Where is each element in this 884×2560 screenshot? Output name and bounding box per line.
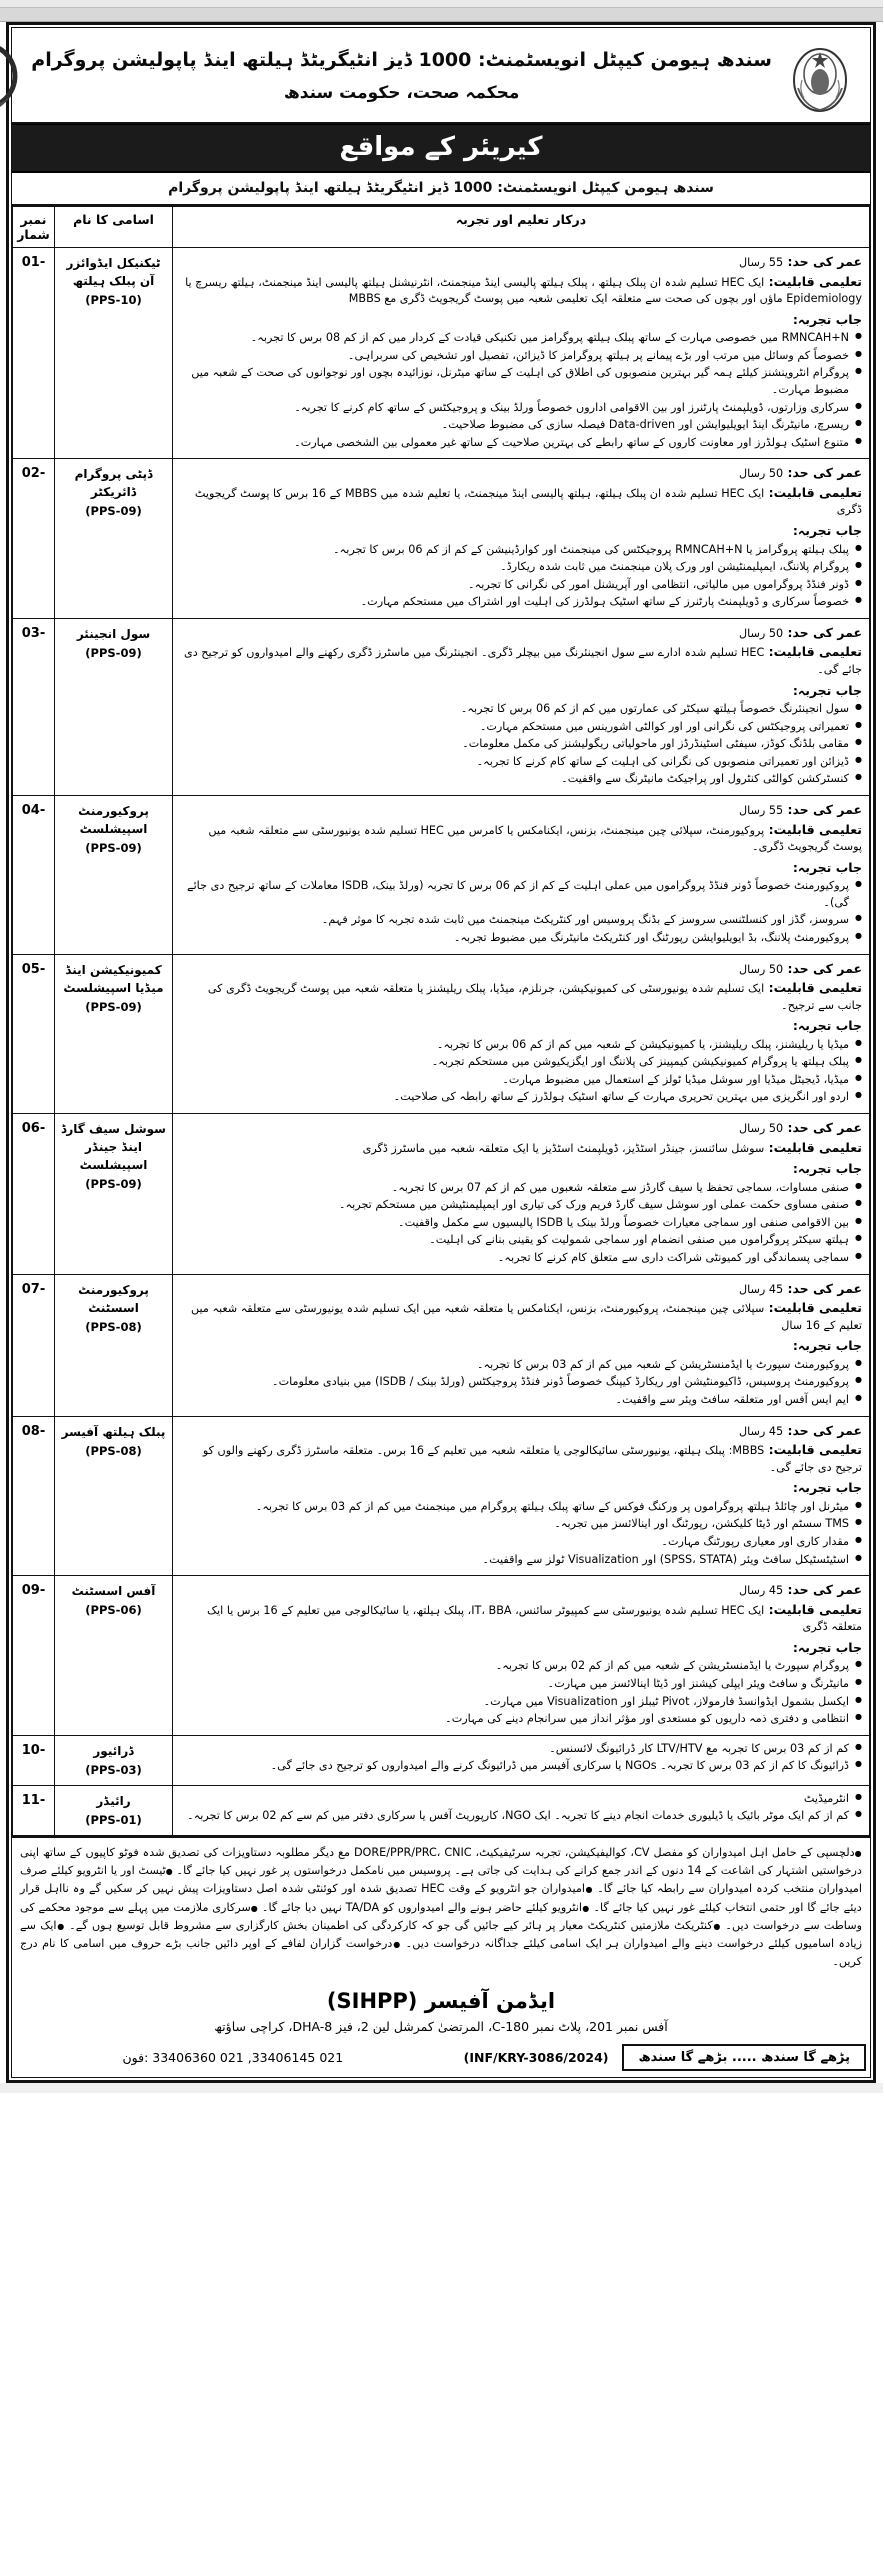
qualification: تعلیمی قابلیت: MBBS: پبلک ہیلتھ، یونیورسٹی سائیکالوجی یا متعلقہ شعبہ میں تعلیم کے 16 برس۔ متعلقہ ماسٹرز ڈگری رکھنے والوں کو ترجیح دی جائے گی۔ (203, 1442, 863, 1474)
post-title: سول انجینئر (77, 626, 152, 641)
experience-item: ● مقامی بلڈنگ کوڈز، سیفٹی اسٹینڈرڈز اور ماحولیاتی ریگولیشنز کی مکمل معلومات۔ (181, 736, 863, 753)
experience-item: ● میڈیا یا ریلیشنز، پبلک ریلیشنز، یا کمیونیکیشن کے شعبہ میں کم از کم 06 برس کا تجربہ۔ (181, 1037, 863, 1054)
general-instruction-item: ● انٹرویو کیلئے حاضر ہونے والے امیدواروں کو TA/DA نہیں دیا جائے گا۔ (259, 1901, 591, 1914)
sindh-education-tagline: پڑھے گا سندھ ..... بڑھے گا سندھ (623, 2044, 867, 2071)
experience-item: ● پبلک ہیلتھ یا پروگرام کمیونیکیشن کیمپینز کی پلاننگ اور ایگزیکیوشن میں مستحکم تجربہ۔ (181, 1054, 863, 1071)
experience-item: ● میڈیا، ڈیجیٹل میڈیا اور سوشل میڈیا ٹولز کے استعمال میں مضبوط مہارت۔ (181, 1072, 863, 1089)
pay-scale: (PPS-08) (86, 1319, 143, 1334)
row-serial-number: 07- (14, 1274, 56, 1416)
experience-label: جاب تجربہ: (793, 682, 863, 698)
row-requirements-cell (174, 248, 871, 459)
experience-item: ● ریسرچ، مانیٹرنگ اینڈ ایویلیوایشن اور Data-driven فیصلہ سازی کی مضبوط صلاحیت۔ (181, 417, 863, 434)
row-serial-number: 10- (14, 1735, 56, 1785)
pay-scale: (PPS-09) (86, 999, 143, 1014)
post-title: سوشل سیف گارڈ اینڈ جینڈر اسپیشلسٹ (62, 1122, 167, 1173)
row-requirements-cell (174, 1274, 871, 1416)
scan-artifact-grey-bar (0, 8, 884, 22)
row-serial-number: 03- (14, 618, 56, 795)
scan-artifact-bottom (0, 2083, 884, 2093)
post-title: رائیڈر (97, 1793, 132, 1808)
experience-label: جاب تجربہ: (793, 859, 863, 875)
experience-list (181, 1357, 863, 1409)
experience-item: ● سرکاری وزارتوں، ڈویلپمنٹ پارٹنرز اور بین الاقوامی اداروں خصوصاً ورلڈ بینک و پروجیکٹس کے ساتھ کام کرنے کا تجربہ۔ (181, 400, 863, 417)
experience-item: ● ایکسل بشمول ایڈوانسڈ فارمولاز، Pivot ٹیبلز اور Visualization میں مہارت۔ (181, 1694, 863, 1711)
experience-item: ● ہیلتھ سیکٹر پروگراموں میں صنفی انضمام اور سماجی شمولیت کو یقینی بنانے کی اہلیت۔ (181, 1232, 863, 1249)
row-post-name-cell (56, 795, 174, 954)
experience-list (181, 1791, 863, 1825)
age-limit: عمر کی حد: 50 رسال (739, 960, 863, 976)
experience-item: ● خصوصاً سرکاری و ڈویلپمنٹ پارٹنرز کے ساتھ اسٹیک ہولڈرز کی اہلیت اور اشتراک میں مستحکم مہارت۔ (181, 594, 863, 611)
age-limit: عمر کی حد: 50 رسال (739, 1120, 863, 1136)
row-requirements-cell (174, 459, 871, 619)
row-requirements-cell (174, 795, 871, 954)
row-serial-number: 04- (14, 795, 56, 954)
qualification: تعلیمی قابلیت: سوشل سائنسز، جینڈر اسٹڈیز، ڈویلپمنٹ اسٹڈیز یا ایک متعلقہ شعبہ میں ماسٹرز ڈگری (363, 1139, 863, 1155)
table-row (14, 248, 871, 459)
table-row (14, 1416, 871, 1576)
experience-item: ● مقدار کاری اور معیاری رپورٹنگ مہارت۔ (181, 1534, 863, 1551)
pay-scale: (PPS-08) (86, 1443, 143, 1458)
table-row (14, 1114, 871, 1275)
table-head (14, 207, 871, 248)
qualification-label: تعلیمی قابلیت: (765, 821, 863, 837)
experience-item: ● مانیٹرنگ و سافٹ ویئر ایپلی کیشنز اور ڈیٹا اینالائسز میں مہارت۔ (181, 1676, 863, 1693)
experience-item: ● کم از کم ایک موٹر بائیک یا ڈیلیوری خدمات انجام دینے کا تجربہ۔ ایک NGO، کارپوریٹ آفس یا سرکاری دفتر میں کم سے کم 02 برس کا تجربہ۔ (181, 1808, 863, 1825)
post-title: آفس اسسٹنٹ (72, 1584, 157, 1599)
experience-item: ● پروکیورمنٹ پروسیس، ڈاکیومنٹیشن اور ریکارڈ کیپنگ خصوصاً ڈونر فنڈڈ پروجیکٹس (ورلڈ بینک / ISDB) میں بنیادی معلومات۔ (181, 1374, 863, 1391)
table-row (14, 618, 871, 795)
experience-item: ● انتظامی و دفتری ذمہ داریوں کو مستعدی اور مؤثر انداز میں سرانجام دینے کی مہارت۔ (181, 1711, 863, 1728)
general-instruction-item: ● درخواست گزاران لفافے کے اوپر دائیں جانب بڑے حروف میں اسامی کا نام درج کریں۔ (21, 1937, 863, 1968)
qualification-label: تعلیمی قابلیت: (765, 644, 863, 660)
row-post-name-cell (56, 618, 174, 795)
pay-scale: (PPS-03) (86, 1762, 143, 1777)
qualification-label: تعلیمی قابلیت: (765, 273, 863, 289)
experience-item: ● ڈرائیونگ کا کم از کم 03 برس کا تجربہ۔ NGOs یا سرکاری آفیسر میں ڈرائیونگ کرنے والے امیدواروں کو ترجیح دی جائے گی۔ (181, 1758, 863, 1775)
qualification-label: تعلیمی قابلیت: (765, 980, 863, 996)
pay-scale: (PPS-09) (86, 504, 143, 519)
row-serial-number: 11- (14, 1785, 56, 1835)
age-limit-label: عمر کی حد: (784, 960, 863, 976)
experience-label: جاب تجربہ: (793, 1639, 863, 1655)
experience-item: ● سول انجینئرنگ خصوصاً ہیلتھ سیکٹر کی عمارتوں میں کم از کم 06 برس کا تجربہ۔ (181, 701, 863, 718)
age-limit: عمر کی حد: 50 رسال (739, 465, 863, 481)
post-title: کمیونیکیشن اینڈ میڈیا اسپیشلسٹ (64, 962, 165, 995)
general-instruction-item: ● ٹیسٹ اور یا انٹرویو کیلئے صرف امیدواران منتخب کردہ امیدواران سے رابطہ کیا جائے گا۔ (21, 1864, 863, 1895)
experience-item: ● سروسز، گڈز اور کنسلٹنسی سروسز کے بڈنگ پروسیس اور کنٹریکٹ مینجمنٹ میں ثابت شدہ تجربہ کا موثر فہم۔ (181, 912, 863, 929)
experience-item: ● ایم ایس آفس اور متعلقہ سافٹ ویئر سے واقفیت۔ (181, 1392, 863, 1409)
post-title: پبلک ہیلتھ آفیسر (62, 1424, 167, 1439)
post-title: پروکیورمنٹ اسسٹنٹ (79, 1282, 150, 1315)
career-opportunities-banner: کیریئر کے مواقع (13, 124, 871, 173)
row-requirements-cell (174, 1114, 871, 1275)
scan-artifact-top (0, 0, 884, 8)
experience-item: ● پروکیورمنٹ پلاننگ، بڈ ایویلیوایشن رپورٹنگ اور کنٹریکٹ مانیٹرنگ میں مضبوط تجربہ۔ (181, 930, 863, 947)
experience-item: ● پبلک ہیلتھ پروگرامز یا RMNCAH+N پروجیکٹس کی مینجمنٹ اور کوارڈینیشن کے کم از کم 06 برس کا تجربہ۔ (181, 542, 863, 559)
row-requirements-cell (174, 618, 871, 795)
age-limit: عمر کی حد: 55 رسال (739, 254, 863, 269)
footer-bottom-row (13, 2042, 871, 2077)
table-row (14, 795, 871, 954)
general-instructions (13, 1836, 871, 1979)
sihpp-program-logo (0, 34, 26, 118)
row-post-name-cell (56, 1785, 174, 1835)
experience-list (181, 878, 863, 946)
masthead-title-block (26, 46, 779, 107)
experience-item: ● اسٹیٹسٹیکل سافٹ ویئر (SPSS، STATA) اور Visualization ٹولز سے واقفیت۔ (181, 1552, 863, 1569)
inf-reference-code: (INF/KRY-3086/2024) (464, 2050, 610, 2066)
row-post-name-cell (56, 1576, 174, 1736)
qualification: تعلیمی قابلیت: ایک HEC تسلیم شدہ ان پبلک ہیلتھ ، پبلک ہیلتھ پالیسی اینڈ مینجمنٹ، انٹرنیشنل ہیلتھ پالیسی اینڈ مینجمنٹ، ہیلتھ ریسرچ یا Epidemiology ماؤں اور بچوں کی صحت سے متعلقہ ایک تعلیمی شعبہ میں پوسٹ گریجویٹ ڈگری مع MBBS (186, 273, 863, 306)
row-post-name-cell (56, 248, 174, 459)
table-row (14, 1576, 871, 1736)
signature-block (13, 1979, 871, 2042)
table-row (14, 1785, 871, 1835)
qualification-label: تعلیمی قابلیت: (765, 1139, 863, 1155)
age-limit-label: عمر کی حد: (784, 801, 863, 817)
row-post-name-cell (56, 1274, 174, 1416)
experience-item: ● سماجی پسماندگی اور کمیونٹی شراکت داری سے متعلق کام کرنے کا تجربہ۔ (181, 1250, 863, 1267)
experience-list (181, 701, 863, 788)
advertisement-poster (7, 22, 877, 2083)
program-subtitle-bar: سندھ ہیومن کیپٹل انویسٹمنٹ: 1000 ڈیز انٹیگریٹڈ ہیلتھ اینڈ پاپولیشن پروگرام (13, 173, 871, 206)
age-limit-label: عمر کی حد: (784, 1582, 863, 1598)
qualification: تعلیمی قابلیت: ایک HEC تسلیم شدہ ان پبلک ہیلتھ، ہیلتھ پالیسی اینڈ مینجمنٹ، یا تعلیم شدہ میں MBBS کے 16 برس کا پوسٹ گریجویٹ ڈگری (195, 484, 863, 517)
qualification: تعلیمی قابلیت: پروکیورمنٹ، سپلائی چین مینجمنٹ، بزنس، ایکنامکس یا کامرس میں HEC تسلیم شدہ یونیورسٹی سے متعلقہ شعبہ میں پوسٹ گریجویٹ ڈگری۔ (209, 821, 863, 854)
age-limit-label: عمر کی حد: (784, 1120, 863, 1136)
age-limit: عمر کی حد: 55 رسال (739, 801, 863, 817)
experience-item: ● پروکیورمنٹ خصوصاً ڈونر فنڈڈ پروگراموں میں عملی اہلیت کے کم از کم 06 برس کا تجربہ (ورلڈ بینک، ISDB معاملات کے ساتھ ترجیح دی جائے گی)۔ (181, 878, 863, 911)
table-row (14, 954, 871, 1114)
row-serial-number: 05- (14, 954, 56, 1114)
age-limit-label: عمر کی حد: (784, 1422, 863, 1438)
qualification: تعلیمی قابلیت: ایک HEC تسلیم شدہ یونیورسٹی سے کمپیوٹر سائنس، IT، BBA، پبلک ہیلتھ، یا سائیکالوجی میں تعلیم کے 16 برس یا ایک متعلقہ ڈگری (208, 1601, 863, 1634)
experience-item: ● ڈونر فنڈڈ پروگراموں میں مالیاتی، انتظامی اور آپریشنل امور کی نگرانی کا تجربہ۔ (181, 577, 863, 594)
experience-label: جاب تجربہ: (793, 1338, 863, 1354)
post-title: ڈپٹی پروگرام ڈائریکٹر (75, 467, 154, 500)
qualification: تعلیمی قابلیت: HEC تسلیم شدہ ادارے سے سول انجینئرنگ میں بیچلر ڈگری۔ انجینئرنگ میں ماسٹرز ڈگری رکھنے والے امیدواروں کو ترجیح دی جائے گی۔ (184, 644, 863, 676)
office-address: آفس نمبر 201، پلاٹ نمبر C-180، المرتضیٰ کمرشل لین 2، فیز DHA-8، کراچی ساؤتھ (215, 2019, 669, 2035)
row-requirements-cell (174, 1576, 871, 1736)
contact-phone: 021 33406145, 021 33406360 :فون (123, 2050, 345, 2066)
post-title: ڈرائیور (94, 1743, 135, 1758)
age-limit: عمر کی حد: 45 رسال (739, 1280, 863, 1296)
experience-label: جاب تجربہ: (793, 1161, 863, 1177)
qualification-label: تعلیمی قابلیت: (765, 1601, 863, 1617)
experience-item: ● میٹرنل اور چائلڈ ہیلتھ پروگراموں پر ورکنگ فوکس کے ساتھ پبلک ہیلتھ پروگرام میں مینجمنٹ میں کم از کم 03 برس کا تجربہ۔ (181, 1499, 863, 1516)
experience-item: ● بین الاقوامی صنفی اور سماجی معیارات خصوصاً ورلڈ بینک یا ISDB پالیسیوں سے مکمل واقفیت۔ (181, 1215, 863, 1232)
experience-item: ● تعمیراتی پروجیکٹس کی نگرانی اور اور کوالٹی اشورینس میں مستحکم مہارت۔ (181, 719, 863, 736)
experience-item: ● کم از کم 03 برس کا تجربہ مع LTV/HTV کار ڈرائیونگ لائسنس۔ (181, 1741, 863, 1758)
age-limit: عمر کی حد: 45 رسال (739, 1422, 863, 1438)
age-limit: عمر کی حد: 45 رسال (739, 1582, 863, 1598)
experience-item: ● صنفی مساوی حکمت عملی اور سوشل سیف گارڈ فریم ورک کی تیاری اور ایمپلیمنٹیشن میں مستحکم تجربہ۔ (181, 1197, 863, 1214)
experience-list (181, 1037, 863, 1106)
row-serial-number: 02- (14, 459, 56, 619)
experience-item: ● خصوصاً کم وسائل میں مرتب اور بڑے پیمانے پر ہیلتھ پروگرامز کا ڈیزائن، تفصیل اور تشخیص کی سربراہی۔ (181, 348, 863, 365)
pay-scale: (PPS-01) (86, 1812, 143, 1827)
jobs-table (13, 206, 871, 1836)
experience-item: ● پروگرام انٹروینشنز کیلئے ہمہ گیر بہترین منصوبوں کی اطلاق کی اہلیت کے ساتھ میٹرنل، نوزائیدہ بچوں اور نوجوانوں کی صحت کے شعبہ میں مضبوط مہارت۔ (181, 365, 863, 398)
row-serial-number: 09- (14, 1576, 56, 1736)
pay-scale: (PPS-09) (86, 1177, 143, 1192)
experience-item: ● RMNCAH+N میں خصوصی مہارت کے ساتھ پبلک ہیلتھ پروگرامز میں تکنیکی قیادت کے کردار میں کم از کم 08 برس کا تجربہ۔ (181, 330, 863, 347)
experience-item: ● پروکیورمنٹ سپورٹ یا ایڈمنسٹریشن کے شعبہ میں کم از کم 03 برس کا تجربہ۔ (181, 1357, 863, 1374)
government-of-sindh-emblem (779, 34, 863, 118)
general-instruction-item: ● دلچسپی کے حامل اہل امیدواران کو مفصل CV، کوالیفیکیشن، تجربہ سرٹیفیکیٹ، DORE/PPR/PRC، CNIC مع دیگر مطلوبہ دستاویزات کی تصدیق شدہ فوٹو کاپیوں کے ساتھ اپنی درخواستیں اشتہار کی اشاعت کے 14 دنوں کے اندر جمع کرانے کی ہدایت کی جاتی ہے۔ پروسیس میں نامکمل درخواستوں پر غور نہیں کیا جائے گا۔ (21, 1846, 863, 1877)
post-title: پروکیورمنٹ اسپیشلسٹ (79, 803, 150, 836)
row-serial-number: 01- (14, 248, 56, 459)
qualification-label: تعلیمی قابلیت: (765, 1442, 863, 1458)
row-post-name-cell (56, 1735, 174, 1785)
experience-item: ● پروگرام سپورٹ یا ایڈمنسٹریشن کے شعبہ میں کم از کم 02 برس کا تجربہ۔ (181, 1658, 863, 1675)
pay-scale: (PPS-10) (86, 293, 143, 307)
row-requirements-cell (174, 1785, 871, 1835)
row-requirements-cell (174, 1416, 871, 1576)
experience-list (181, 542, 863, 611)
age-limit-label: عمر کی حد: (784, 254, 863, 269)
experience-item: ● متنوع اسٹیک ہولڈرز اور معاونت کاروں کے ساتھ رابطے کی بہترین صلاحیت کے ساتھ غیر معمولی بین الشخصی مہارت۔ (181, 435, 863, 452)
experience-item: ● ڈیزائن اور تعمیراتی منصوبوں کی نگرانی کی اہلیت کے ساتھ کام کرنے کا تجربہ۔ (181, 754, 863, 771)
masthead (13, 28, 871, 124)
age-limit: عمر کی حد: 50 رسال (739, 624, 863, 640)
experience-list (181, 1180, 863, 1267)
general-instruction-item: ● کنٹریکٹ ملازمتیں کنٹریکٹ معیار پر ہائر کیے جائیں گی جو کہ کارکردگی کی اطمینان بخش کارگزاری سے مشروط قابل توسیع ہوں گے۔ (66, 1919, 722, 1932)
issuing-authority: ایڈمن آفیسر (SIHPP) (327, 1989, 557, 2014)
pay-scale: (PPS-09) (86, 840, 143, 855)
row-serial-number: 06- (14, 1114, 56, 1275)
row-requirements-cell (174, 1735, 871, 1785)
experience-list (181, 330, 863, 451)
masthead-line-1: سندھ ہیومن کیپٹل انویسٹمنٹ: 1000 ڈیز انٹیگریٹڈ ہیلتھ اینڈ پاپولیشن پروگرام (32, 48, 773, 71)
experience-item: ● TMS سسٹم اور ڈیٹا کلیکشن، رپورٹنگ اور اینالائسز میں تجربہ۔ (181, 1516, 863, 1533)
experience-label: جاب تجربہ: (793, 523, 863, 539)
experience-label: جاب تجربہ: (793, 311, 863, 327)
qualification-label: تعلیمی قابلیت: (765, 484, 863, 500)
age-limit-label: عمر کی حد: (784, 624, 863, 640)
age-limit-label: عمر کی حد: (784, 1280, 863, 1296)
column-header-requirements: درکار تعلیم اور تجربہ (174, 207, 871, 248)
table-body (14, 248, 871, 1836)
general-instruction-item: ● ایک سے زیادہ اسامیوں کیلئے درخواست دینے والے امیدواران ہر ایک اسامی کیلئے جداگانہ درخواست دیں۔ (21, 1919, 863, 1950)
general-instruction-item: ● امیدواران جو انٹرویو کے وقت HEC تصدیق شدہ اور کوئنٹی شدہ اصل دستاویزات پیش نہیں کر سکیں گے وہ نااہل قرار دیئے جائے گا اور حتمی انتخاب کیلئے غور نہیں کیا جائے گا۔ (21, 1882, 863, 1913)
table-row (14, 1735, 871, 1785)
age-limit-label: عمر کی حد: (784, 465, 863, 481)
row-post-name-cell (56, 954, 174, 1114)
experience-list (181, 1658, 863, 1727)
experience-label: جاب تجربہ: (793, 1018, 863, 1034)
experience-item: ● صنفی مساوات، سماجی تحفظ یا سیف گارڈز سے متعلقہ شعبوں میں کم از کم 07 برس کا تجربہ۔ (181, 1180, 863, 1197)
experience-item: ● اردو اور انگریزی میں بہترین تحریری مہارت کے ساتھ اسٹیک ہولڈرز کے ساتھ رابطہ کی صلاحیت۔ (181, 1089, 863, 1106)
column-header-post-name: اسامی کا نام (56, 207, 174, 248)
experience-list (181, 1499, 863, 1568)
qualification: تعلیمی قابلیت: سپلائی چین مینجمنٹ، پروکیورمنٹ، بزنس، ایکنامکس یا متعلقہ شعبہ میں ایک تسلیم شدہ یونیورسٹی سے متعلقہ شعبہ میں تعلیم کے 16 سال (192, 1300, 863, 1332)
qualification: تعلیمی قابلیت: ایک تسلیم شدہ یونیورسٹی کی کمیونیکیشن، جرنلزم، میڈیا، پبلک ریلیشنز یا متعلقہ شعبہ میں پوسٹ گریجویٹ ڈگری کی جانب سے ترجیح۔ (208, 980, 863, 1012)
experience-item: ● کنسٹرکشن کوالٹی کنٹرول اور پراجیکٹ مانیٹرنگ سے واقفیت۔ (181, 771, 863, 788)
experience-list (181, 1741, 863, 1775)
experience-item: ● پروگرام پلاننگ، ایمپلیمنٹیشن اور ورک پلان مینجمنٹ میں ثابت شدہ ریکارڈ۔ (181, 559, 863, 576)
table-row (14, 1274, 871, 1416)
row-post-name-cell (56, 1114, 174, 1275)
experience-item: ● انٹرمیڈیٹ (181, 1791, 863, 1808)
row-post-name-cell (56, 459, 174, 619)
table-row (14, 459, 871, 619)
masthead-line-2: محکمہ صحت، حکومت سندھ (284, 83, 521, 104)
qualification-label: تعلیمی قابلیت: (765, 1300, 863, 1316)
table-header-row (14, 207, 871, 248)
row-serial-number: 08- (14, 1416, 56, 1576)
column-header-serial-number: نمبر شمار (14, 207, 56, 248)
pay-scale: (PPS-09) (86, 645, 143, 660)
general-instruction-item: ● سرکاری ملازمت میں پہلے سے موجود محکمے کی وساطت سے درخواست دیں۔ (21, 1901, 863, 1932)
row-requirements-cell (174, 954, 871, 1114)
experience-label: جاب تجربہ: (793, 1480, 863, 1496)
row-post-name-cell (56, 1416, 174, 1576)
post-title: ٹیکنیکل ایڈوائزر آن پبلک ہیلتھ (67, 256, 162, 288)
pay-scale: (PPS-06) (86, 1603, 143, 1618)
